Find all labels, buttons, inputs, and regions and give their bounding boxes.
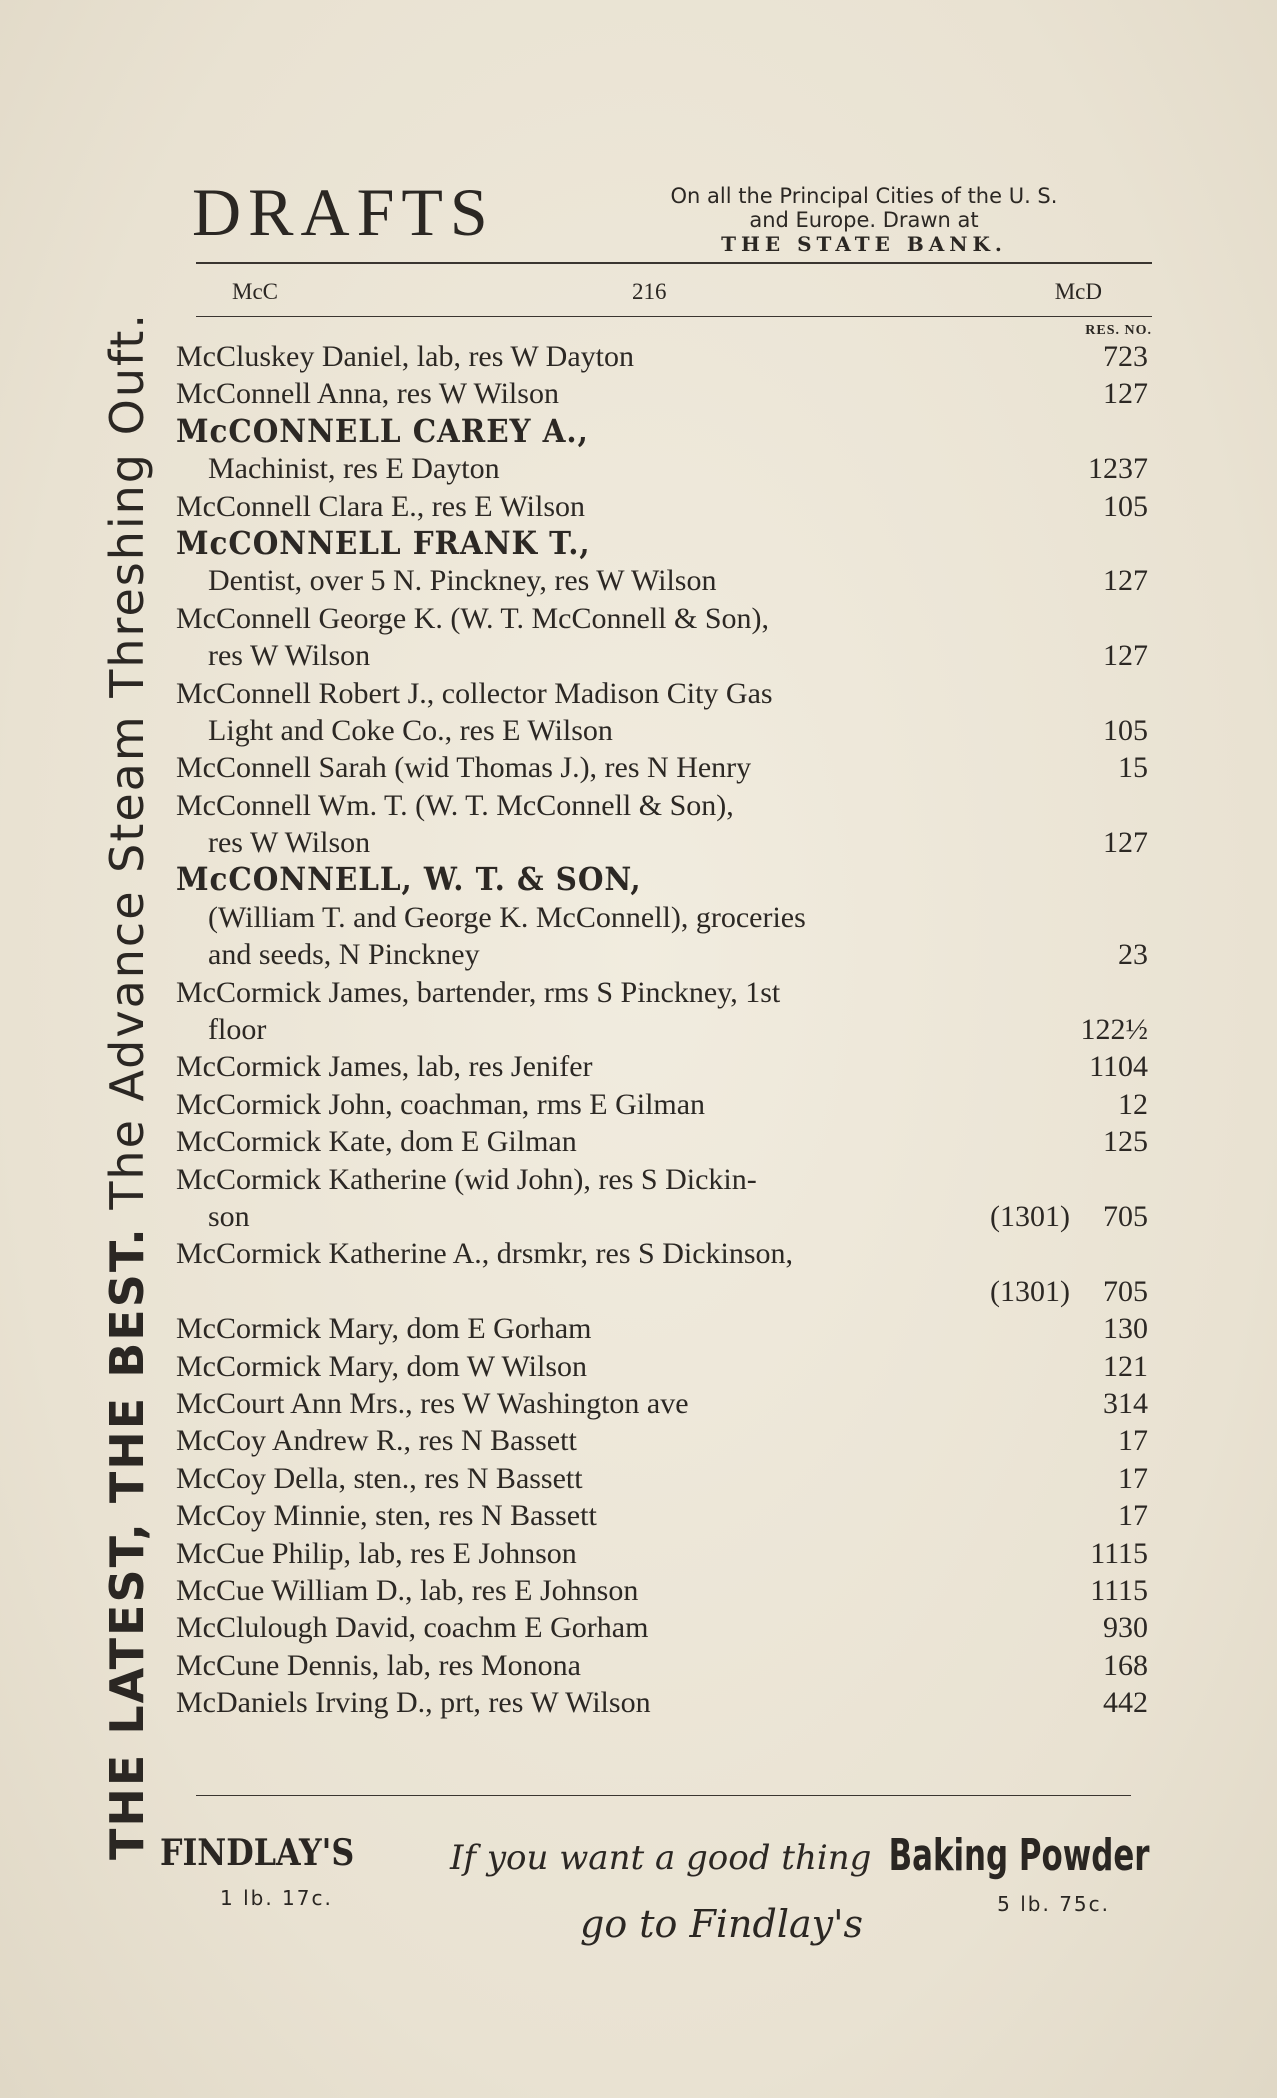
- entry-text: res W Wilson: [208, 826, 371, 860]
- entry-text: McConnell George K. (W. T. McConnell & Son),: [176, 601, 769, 635]
- header-rule: [196, 262, 1152, 264]
- directory-entry: [168, 1385, 1148, 1422]
- running-head-left: McC: [232, 279, 278, 304]
- entry-text: McCune Dennis, lab, res Monona: [176, 1648, 581, 1682]
- entry-text: McClulough David, coachm E Gorham: [176, 1611, 649, 1645]
- entry-res-number: 705: [1103, 1274, 1148, 1308]
- business-heading: [168, 861, 1148, 898]
- entry-text: floor: [208, 1013, 267, 1047]
- entry-res-number: 930: [1103, 1611, 1148, 1645]
- entry-res-number: 442: [1103, 1686, 1148, 1720]
- entry-res-number: 127: [1103, 377, 1148, 411]
- directory-entry: [168, 1460, 1148, 1497]
- directory-entry: [168, 1048, 1148, 1085]
- drafts-title: DRAFTS: [192, 174, 495, 250]
- side-ad-headline: THE LATEST, THE BEST.: [100, 1226, 154, 1860]
- directory-entry: [168, 1348, 1148, 1385]
- directory-entry: [168, 1572, 1148, 1609]
- entry-res-number: 1115: [1090, 1536, 1148, 1570]
- drafts-note: [574, 184, 1154, 256]
- page-number: 216: [632, 279, 667, 304]
- entry-text: McConnell Sarah (wid Thomas J.), res N Henry: [176, 751, 752, 785]
- directory-entry: [168, 974, 1148, 1011]
- entry-res-number: 1237: [1088, 452, 1148, 486]
- entry-res-number: 130: [1103, 1312, 1148, 1346]
- footer-right-brand: Baking Powder: [889, 1830, 1150, 1881]
- entry-text: McCormick Katherine A., drsmkr, res S Dickinson,: [176, 1237, 794, 1271]
- directory-entry: [168, 1161, 1148, 1198]
- entry-text: McDaniels Irving D., prt, res W Wilson: [176, 1686, 651, 1720]
- entry-text: son: [208, 1199, 250, 1233]
- entry-res-number: 127: [1103, 826, 1148, 860]
- directory-entry: [168, 338, 1148, 375]
- business-heading: [168, 525, 1148, 562]
- entry-text: McCormick James, bartender, rms S Pinckney, 1st: [176, 975, 781, 1009]
- entry-text: McConnell Anna, res W Wilson: [176, 377, 559, 411]
- entry-res-number: 23: [1118, 938, 1148, 972]
- directory-entry: [168, 600, 1148, 637]
- entry-text: McCONNELL, W. T. & SON,: [176, 860, 642, 899]
- footer-left-brand: FINDLAY'S: [160, 1832, 355, 1874]
- directory-entry: [168, 1422, 1148, 1459]
- business-heading: [168, 413, 1148, 450]
- directory-entry: [168, 1011, 1148, 1048]
- entry-text: McCONNELL FRANK T.,: [176, 523, 591, 562]
- directory-entry: [168, 1123, 1148, 1160]
- entry-text: McCoy Andrew R., res N Bassett: [176, 1424, 577, 1458]
- directory-entry: [168, 637, 1148, 674]
- entry-text: Dentist, over 5 N. Pinckney, res W Wilson: [208, 564, 717, 598]
- directory-entries: [168, 338, 1148, 1721]
- directory-entry: [168, 1684, 1148, 1721]
- entry-text: McCormick Kate, dom E Gilman: [176, 1125, 577, 1159]
- entry-text: McConnell Robert J., collector Madison City Gas: [176, 676, 773, 710]
- entry-res-number: 125: [1103, 1125, 1148, 1159]
- entry-text: McCONNELL CAREY A.,: [176, 411, 589, 450]
- entry-res-number: 1115: [1090, 1573, 1148, 1607]
- running-head-rule: [196, 316, 1152, 317]
- footer-rule: [196, 1795, 1131, 1796]
- column-header: RES. NO.: [1085, 323, 1152, 338]
- entry-res-number: 723: [1103, 340, 1148, 373]
- entry-text: McCormick John, coachman, rms E Gilman: [176, 1087, 706, 1121]
- drafts-note-line2: and Europe. Drawn at: [749, 208, 979, 232]
- directory-entry: [168, 1235, 1148, 1272]
- entry-res-number: 127: [1103, 639, 1148, 673]
- entry-res-number: 314: [1103, 1386, 1148, 1420]
- entry-text: (William T. and George K. McConnell), groceries: [208, 900, 806, 934]
- entry-text: McCormick Mary, dom W Wilson: [176, 1349, 587, 1383]
- directory-entry: [168, 1310, 1148, 1347]
- entry-res-number: 17: [1118, 1461, 1148, 1495]
- entry-street-number: (1301): [990, 1199, 1070, 1233]
- entry-res-number: 168: [1103, 1648, 1148, 1682]
- entry-res-number: 121: [1103, 1349, 1148, 1383]
- directory-entry: [168, 1273, 1148, 1310]
- entry-res-number: 705: [1103, 1199, 1148, 1233]
- directory-entry: [168, 450, 1148, 487]
- entry-text: McConnell Clara E., res E Wilson: [176, 489, 585, 523]
- directory-entry: [168, 1647, 1148, 1684]
- side-ad-tagline: The Advance Steam Threshing Ouft.: [100, 311, 154, 1227]
- footer-right-price: 5 lb. 75c.: [997, 1892, 1110, 1916]
- footer-script-line1: If you want a good thing: [450, 1838, 872, 1878]
- entry-res-number: 1104: [1089, 1050, 1148, 1084]
- directory-entry: [168, 1086, 1148, 1123]
- entry-res-number: 105: [1103, 489, 1148, 523]
- drafts-banner: [192, 174, 1152, 258]
- entry-text: McCluskey Daniel, lab, res W Dayton: [176, 340, 634, 373]
- entry-text: McCue Philip, lab, res E Johnson: [176, 1536, 577, 1570]
- entry-text: McCormick James, lab, res Jenifer: [176, 1050, 593, 1084]
- entry-res-number: 122½: [1080, 1013, 1148, 1047]
- entry-text: Light and Coke Co., res E Wilson: [208, 713, 613, 747]
- footer-script-line2: go to Findlay's: [580, 1902, 864, 1946]
- entry-text: res W Wilson: [208, 639, 371, 673]
- directory-entry: [168, 1198, 1148, 1235]
- directory-entry: [168, 787, 1148, 824]
- entry-text: McCoy Della, sten., res N Bassett: [176, 1461, 583, 1495]
- entry-text: Machinist, res E Dayton: [208, 452, 500, 486]
- running-head-right: McD: [1054, 279, 1102, 304]
- entry-text: McCourt Ann Mrs., res W Washington ave: [176, 1386, 689, 1420]
- directory-entry: [168, 824, 1148, 861]
- directory-entry: [168, 1535, 1148, 1572]
- directory-entry: [168, 899, 1148, 936]
- drafts-note-line1: On all the Principal Cities of the U. S.: [670, 184, 1058, 208]
- entry-res-number: 15: [1118, 751, 1148, 785]
- directory-entry: [168, 749, 1148, 786]
- directory-entry: [168, 375, 1148, 412]
- directory-entry: [168, 562, 1148, 599]
- footer-left-price: 1 lb. 17c.: [220, 1886, 333, 1910]
- directory-entry: [168, 712, 1148, 749]
- directory-entry: [168, 675, 1148, 712]
- entry-text: McCoy Minnie, sten, res N Bassett: [176, 1499, 597, 1533]
- entry-text: McCue William D., lab, res E Johnson: [176, 1573, 639, 1607]
- bank-name: THE STATE BANK.: [721, 232, 1007, 256]
- entry-text: McCormick Katherine (wid John), res S Dickin-: [176, 1162, 757, 1196]
- entry-res-number: 17: [1118, 1424, 1148, 1458]
- entry-text: McConnell Wm. T. (W. T. McConnell & Son),: [176, 788, 734, 822]
- entry-res-number: 12: [1118, 1087, 1148, 1121]
- footer-advertisement: [160, 1830, 1150, 2030]
- directory-entry: [168, 1609, 1148, 1646]
- directory-entry: [168, 1497, 1148, 1534]
- side-advertisement: [100, 160, 160, 1860]
- entry-res-number: 127: [1103, 564, 1148, 598]
- entry-text: McCormick Mary, dom E Gorham: [176, 1312, 592, 1346]
- entry-res-number: 105: [1103, 713, 1148, 747]
- entry-street-number: (1301): [990, 1274, 1070, 1308]
- directory-entry: [168, 936, 1148, 973]
- directory-entry: [168, 488, 1148, 525]
- entry-res-number: 17: [1118, 1499, 1148, 1533]
- entry-text: and seeds, N Pinckney: [208, 938, 480, 972]
